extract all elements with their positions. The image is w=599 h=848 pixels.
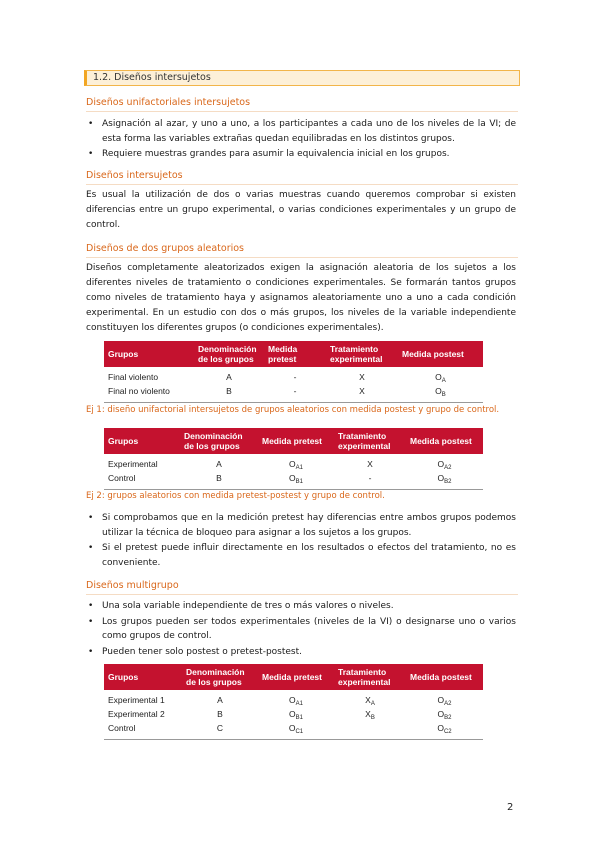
list-item: • Pueden tener solo postest o pretest-postest.	[86, 645, 516, 660]
measure-subscript: B1	[295, 715, 303, 721]
cell-postest	[406, 709, 483, 723]
measure-symbol: O	[289, 473, 296, 483]
cell-grupo: Control	[104, 473, 180, 490]
bullet-list-multigrupo	[86, 599, 516, 660]
column-header: Medida pretest	[258, 664, 334, 690]
column-header: Tratamiento experimental	[334, 428, 406, 454]
measure-subscript: A2	[444, 701, 452, 707]
measure-symbol: O	[288, 723, 296, 733]
cell-pretest: -	[264, 386, 326, 403]
cell-postest	[406, 690, 483, 709]
list-item: • Asignación al azar, y uno a uno, a los participantes a cada uno de los niveles de la VI; de esta forma las variables extrañas quedan equilibradas en los distintos grupos.	[86, 117, 516, 146]
column-header: Grupos	[104, 341, 194, 367]
heading-intersujetos: Diseños intersujetos	[86, 170, 183, 181]
cell-pretest	[258, 473, 334, 490]
caption-ej2: Ej 2: grupos aleatorios con medida pretest-postest y grupo de control.	[86, 491, 385, 501]
measure-subscript: A1	[295, 465, 303, 471]
column-header: Denominación de los grupos	[194, 341, 264, 367]
table-dos-grupos	[104, 341, 483, 403]
column-header: Tratamiento experimental	[326, 341, 398, 367]
heading-rule	[86, 111, 518, 112]
caption-ej1: Ej 1: diseño unifactorial intersujetos de grupos aleatorios con medida postest y grupo de control.	[86, 405, 500, 415]
cell-grupo: Final no violento	[104, 386, 194, 403]
column-header: Medida pretest	[264, 341, 326, 367]
cell-denominacion: A	[180, 454, 258, 473]
measure-symbol: O	[437, 709, 445, 719]
heading-unifactoriales: Diseños unifactoriales intersujetos	[86, 97, 251, 108]
table-row	[104, 690, 483, 709]
table-row	[104, 454, 483, 473]
cell-tratamiento	[334, 723, 406, 740]
list-item: • Si comprobamos que en la medición pretest hay diferencias entre ambos grupos podemos utilizar la técnica de bloqueo para asignar a los sujetos a los grupos.	[86, 511, 516, 540]
cell-postest	[406, 723, 483, 740]
treatment-subscript: A	[370, 701, 375, 707]
section-title: 1.2. Diseños intersujetos	[84, 70, 520, 86]
cell-postest	[398, 386, 483, 403]
cell-pretest	[258, 709, 334, 723]
cell-tratamiento: X	[334, 454, 406, 473]
measure-symbol: O	[289, 709, 296, 719]
measure-subscript: A	[441, 378, 446, 384]
cell-pretest	[258, 690, 334, 709]
table-row	[104, 709, 483, 723]
table-row	[104, 386, 483, 403]
measure-subscript: B1	[295, 479, 303, 485]
bullet-list-unifactoriales	[86, 117, 516, 163]
measure-subscript: A1	[295, 701, 303, 707]
heading-dos-grupos: Diseños de dos grupos aleatorios	[86, 243, 244, 254]
table-multigrupo	[104, 664, 483, 740]
cell-denominacion: C	[182, 723, 258, 740]
column-header: Medida pretest	[258, 428, 334, 454]
treatment-subscript: B	[370, 715, 375, 721]
cell-denominacion: B	[194, 386, 264, 403]
cell-tratamiento: X	[326, 367, 398, 386]
cell-postest	[398, 367, 483, 386]
list-item: • Una sola variable independiente de tres o más valores o niveles.	[86, 599, 516, 614]
column-header: Grupos	[104, 428, 180, 454]
cell-grupo: Experimental 2	[104, 709, 182, 723]
cell-postest	[406, 473, 483, 490]
heading-rule	[86, 594, 518, 595]
column-header: Tratamiento experimental	[334, 664, 406, 690]
measure-subscript: A2	[444, 465, 452, 471]
table-pretest-postest	[104, 428, 483, 490]
cell-pretest: -	[264, 367, 326, 386]
paragraph-intersujetos: Es usual la utilización de dos o varias muestras cuando queremos comprobar si existen diferencias entre un grupo experimental, o varias condiciones experimentales y un grupo de control.	[86, 190, 516, 230]
measure-symbol: O	[437, 473, 445, 483]
cell-denominacion: B	[182, 709, 258, 723]
cell-denominacion: B	[180, 473, 258, 490]
cell-grupo: Control	[104, 723, 182, 740]
measure-symbol: O	[437, 459, 445, 469]
list-item: • Requiere muestras grandes para asumir la equivalencia inicial en los grupos.	[86, 147, 516, 162]
measure-symbol: O	[289, 695, 296, 705]
cell-denominacion: A	[194, 367, 264, 386]
treatment-symbol: X	[365, 709, 371, 719]
cell-tratamiento	[334, 690, 406, 709]
list-item: • Los grupos pueden ser todos experimentales (niveles de la VI) o designarse uno o varios como grupos de control.	[86, 615, 516, 644]
column-header: Denominación de los grupos	[182, 664, 258, 690]
column-header: Grupos	[104, 664, 182, 690]
column-header: Medida postest	[406, 664, 483, 690]
treatment-symbol: X	[365, 695, 371, 705]
measure-symbol: O	[435, 386, 442, 396]
cell-grupo: Final violento	[104, 367, 194, 386]
cell-denominacion: A	[182, 690, 258, 709]
cell-grupo: Experimental 1	[104, 690, 182, 709]
column-header: Medida postest	[406, 428, 483, 454]
column-header: Denominación de los grupos	[180, 428, 258, 454]
bullet-list-pretest	[86, 511, 516, 571]
page-number: 2	[507, 802, 514, 813]
table-row	[104, 367, 483, 386]
measure-symbol: O	[289, 459, 296, 469]
measure-subscript: C2	[443, 729, 452, 735]
list-item: • Si el pretest puede influir directamente en los resultados o efectos del tratamiento, no es conveniente.	[86, 541, 516, 570]
measure-subscript: B2	[444, 715, 452, 721]
table-row	[104, 473, 483, 490]
measure-symbol: O	[437, 695, 445, 705]
cell-pretest	[258, 454, 334, 473]
cell-tratamiento	[334, 709, 406, 723]
cell-postest	[406, 454, 483, 473]
column-header: Medida postest	[398, 341, 483, 367]
table-row	[104, 723, 483, 740]
cell-grupo: Experimental	[104, 454, 180, 473]
measure-subscript: B2	[444, 479, 452, 485]
measure-symbol: O	[435, 372, 442, 382]
paragraph-dos-grupos: Diseños completamente aleatorizados exigen la asignación aleatoria de los sujetos a los diferentes niveles de tratamiento o condiciones experimentales. Se formarán tantos grupos como niveles de tratamiento haya y asignamos aleatoriamente uno a uno a cada condición experimental. En un estudio con dos o más grupos, los niveles de la variable independiente constituyen los diferentes grupos (o condiciones experimentales).	[86, 263, 516, 333]
heading-multigrupo: Diseños multigrupo	[86, 580, 179, 591]
heading-rule	[86, 184, 518, 185]
cell-pretest	[258, 723, 334, 740]
measure-subscript: C1	[295, 729, 304, 735]
measure-subscript: B	[441, 392, 446, 398]
cell-tratamiento: -	[334, 473, 406, 490]
cell-tratamiento: X	[326, 386, 398, 403]
heading-rule	[86, 257, 518, 258]
measure-symbol: O	[437, 723, 444, 733]
